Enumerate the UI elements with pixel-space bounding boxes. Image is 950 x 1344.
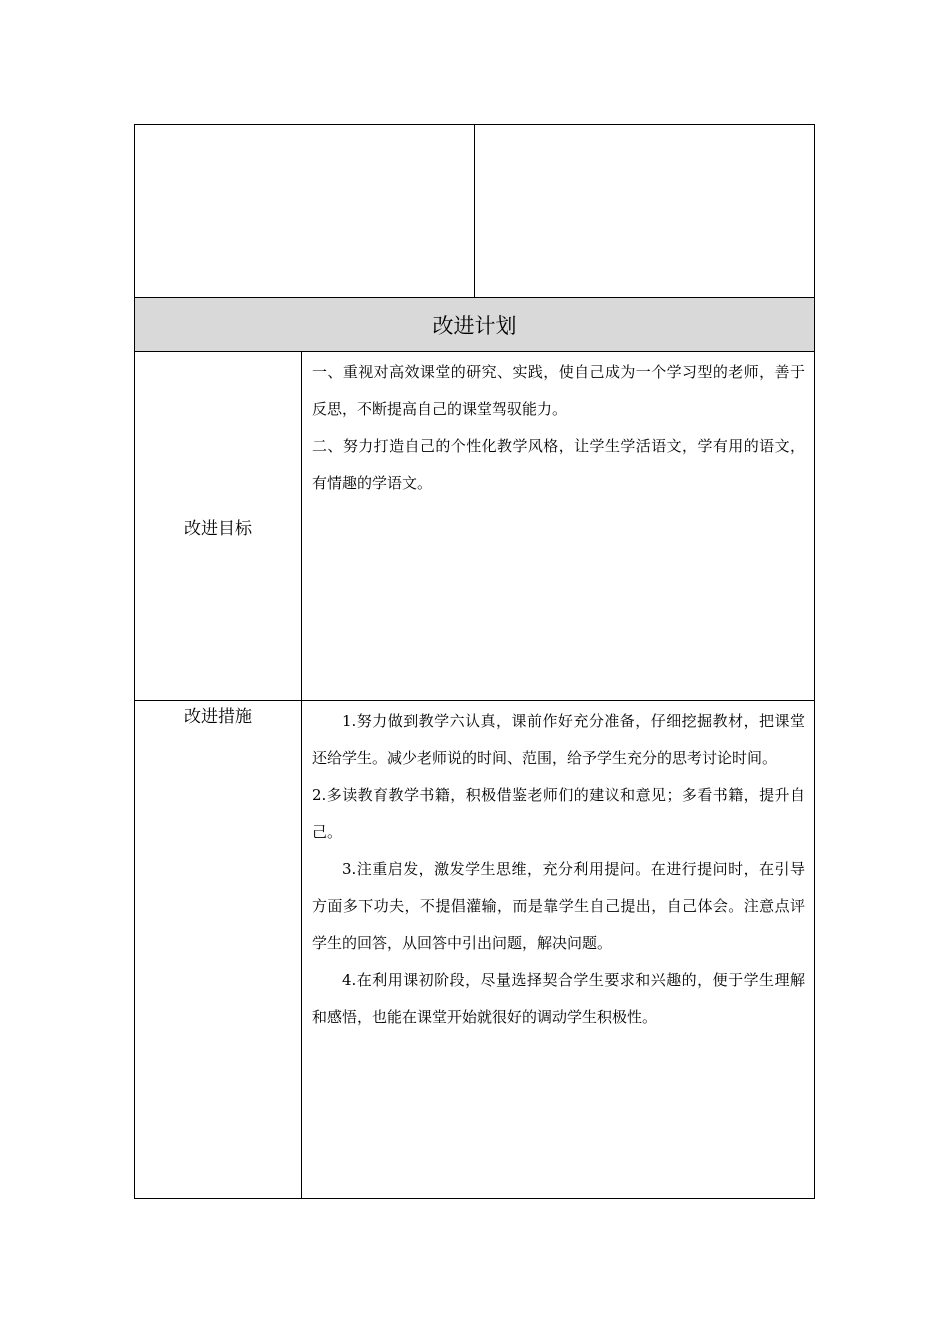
- goal-paragraph: 二、努力打造自己的个性化教学风格，让学生学活语文，学有用的语文，有情趣的学语文。: [312, 437, 805, 492]
- goal-label: 改进目标: [135, 352, 302, 700]
- measure-paragraph: 3.注重启发，激发学生思维，充分利用提问。在进行提问时，在引导方面多下功夫，不提倡灌输，而是靠学生自己提出，自己体会。注意点评学生的回答，从回答中引出问题，解决问题。: [312, 860, 805, 952]
- goal-content: [302, 352, 814, 700]
- goal-paragraph: 一、重视对高效课堂的研究、实践，使自己成为一个学习型的老师，善于反思，不断提高自己的课堂驾驭能力。: [312, 363, 805, 418]
- empty-cell-left: [135, 125, 475, 297]
- measures-content: [302, 700, 814, 1198]
- section-header: 改进计划: [135, 297, 814, 352]
- measure-paragraph: 1.努力做到教学六认真，课前作好充分准备，仔细挖掘教材，把课堂还给学生。减少老师说的时间、范围，给予学生充分的思考讨论时间。: [312, 712, 805, 767]
- measures-label: 改进措施: [135, 700, 302, 1198]
- measure-paragraph: 4.在利用课初阶段，尽量选择契合学生要求和兴趣的，便于学生理解和感悟，也能在课堂开始就很好的调动学生积极性。: [312, 971, 805, 1026]
- measure-paragraph: 2.多读教育教学书籍，积极借鉴老师们的建议和意见；多看书籍，提升自己。: [312, 786, 805, 841]
- empty-cell-right: [475, 125, 814, 297]
- plan-table: [134, 124, 815, 1199]
